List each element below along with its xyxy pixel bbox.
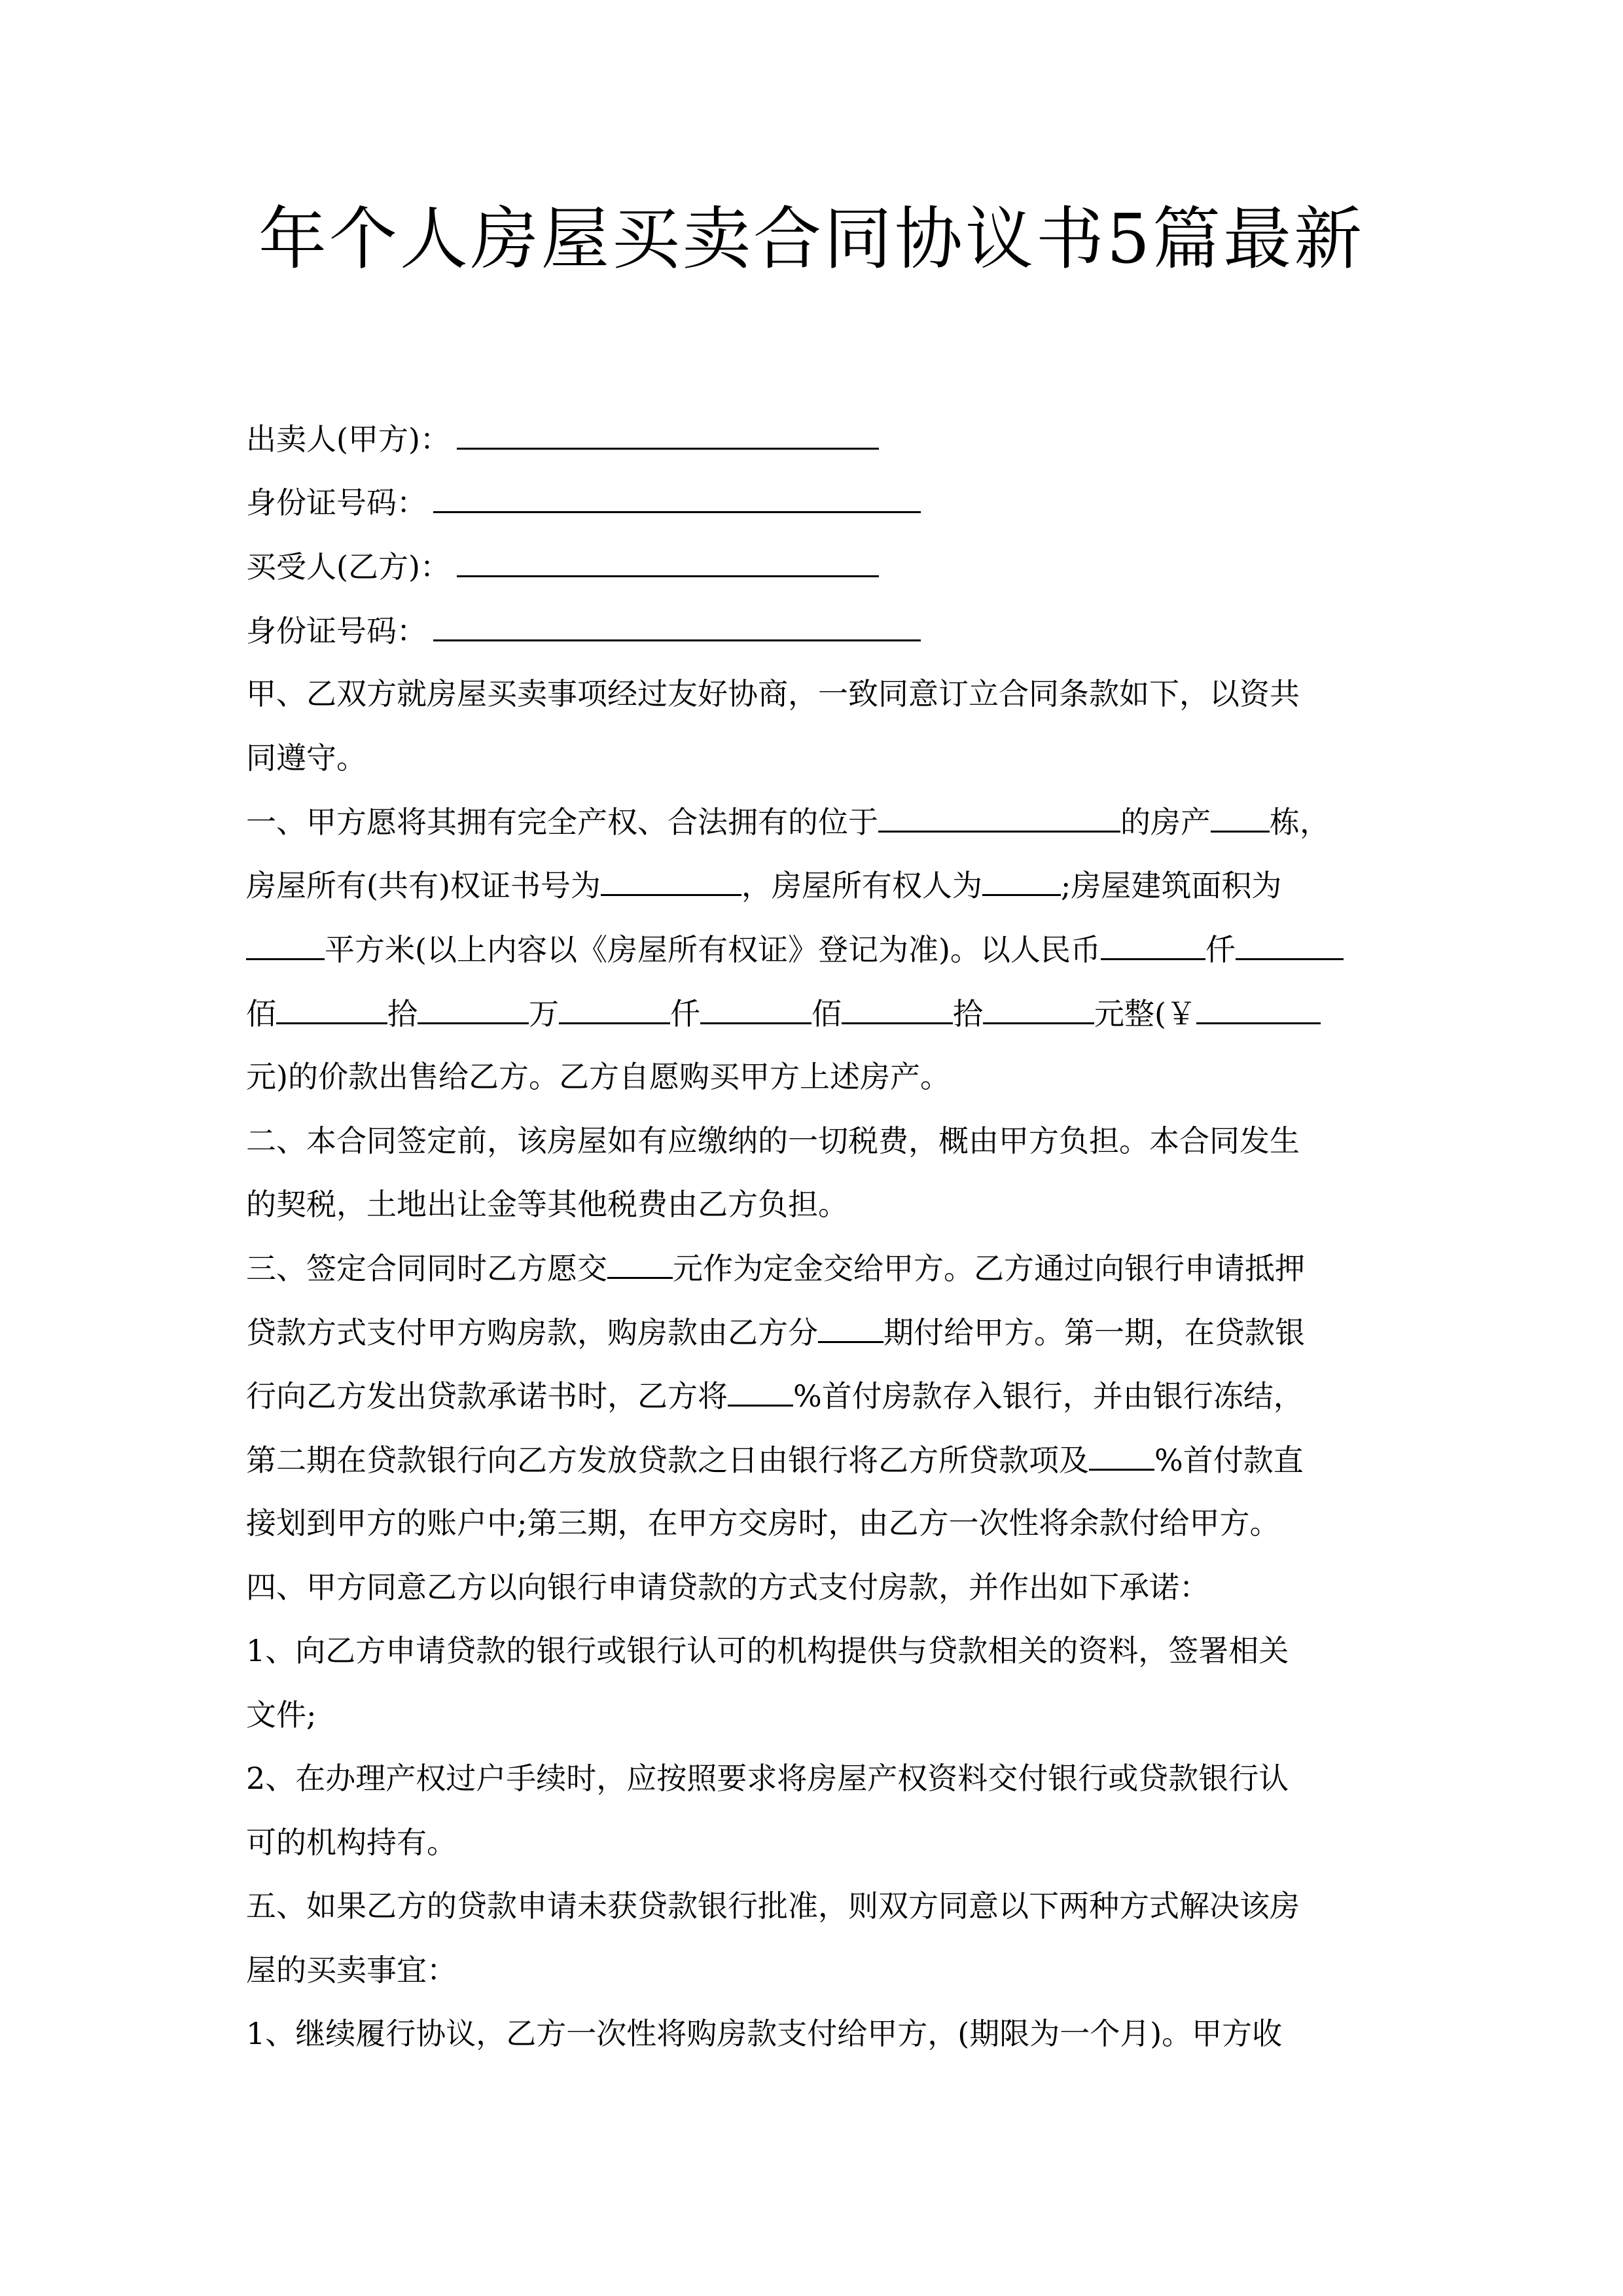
seller-id-label: 身份证号码：: [246, 485, 427, 520]
body-line: [246, 1057, 950, 1096]
body-text: 可的机构持有。: [246, 1825, 457, 1860]
body-line: [246, 738, 366, 778]
body-text: 1、继续履行协议，乙方一次性将购房款支付给甲方，(期限为一个月)。甲方收: [246, 2016, 1283, 2051]
amount-blank[interactable]: [1101, 929, 1205, 960]
body-text: 房屋所有(共有)权证书号为: [246, 868, 601, 903]
seller-id-field: [246, 482, 921, 522]
amount-line: [246, 994, 1321, 1033]
body-text: 元作为定金交给甲方。乙方通过向银行申请抵押: [673, 1251, 1305, 1286]
body-text: 万: [529, 996, 559, 1031]
clause-3-line: [246, 1376, 1304, 1416]
body-text: 仟: [1205, 932, 1236, 967]
seller-label: 出卖人(甲方)：: [246, 422, 450, 457]
body-text: 元)的价款出售给乙方。乙方自愿购买甲方上述房产。: [246, 1059, 950, 1094]
body-text: 拾: [953, 996, 983, 1031]
body-text: 期付给甲方。第一期，在贷款银: [883, 1315, 1305, 1350]
building-blank[interactable]: [1211, 802, 1270, 833]
area-blank[interactable]: [246, 929, 325, 960]
body-text: 三、签定合同同时乙方愿交: [246, 1251, 607, 1286]
buyer-field: [246, 547, 879, 586]
body-line: [246, 1823, 457, 1862]
buyer-id-field: [246, 611, 921, 651]
body-text: 元整(￥: [1094, 996, 1196, 1031]
amount-blank[interactable]: [276, 994, 387, 1024]
body-line: [246, 1886, 1300, 1926]
buyer-label: 买受人(乙方)：: [246, 549, 450, 584]
document-title: 年个人房屋买卖合同协议书5篇最新: [258, 199, 1365, 279]
body-text: ;房屋建筑面积为: [1060, 868, 1282, 903]
body-text: 甲、乙双方就房屋买卖事项经过友好协商，一致同意订立合同条款如下，以资共: [246, 676, 1300, 711]
body-text: 1、向乙方申请贷款的银行或银行认可的机构提供与贷款相关的资料，签署相关: [246, 1633, 1289, 1668]
body-text: 佰: [246, 996, 276, 1031]
body-line: [246, 1185, 848, 1224]
deposit-blank[interactable]: [607, 1248, 673, 1279]
location-blank[interactable]: [878, 802, 1120, 833]
body-text: ，房屋所有权人为: [741, 868, 982, 903]
body-line: [246, 1503, 1280, 1543]
amount-blank[interactable]: [983, 994, 1094, 1024]
body-text: 接划到甲方的账户中;第三期，在甲方交房时，由乙方一次性将余款付给甲方。: [246, 1505, 1280, 1541]
body-line: [246, 674, 1300, 713]
buyer-id-label: 身份证号码：: [246, 613, 427, 649]
clause-3-line: [246, 1312, 1305, 1352]
installments-blank[interactable]: [818, 1312, 883, 1343]
amount-blank[interactable]: [418, 994, 529, 1024]
certificate-number-blank[interactable]: [601, 865, 741, 896]
amount-blank[interactable]: [700, 994, 812, 1024]
clause-1-line: [246, 929, 1344, 969]
body-line: [246, 1695, 317, 1734]
body-text: 的房产: [1120, 804, 1211, 840]
body-text: 行向乙方发出贷款承诺书时，乙方将: [246, 1378, 728, 1414]
body-text: 平方米(以上内容以《房屋所有权证》登记为准)。以人民币: [325, 932, 1101, 967]
body-text: 二、本合同签定前，该房屋如有应缴纳的一切税费，概由甲方负担。本合同发生: [246, 1123, 1300, 1158]
body-text: 仟: [670, 996, 700, 1031]
owner-blank[interactable]: [982, 865, 1061, 896]
body-text: 同遵守。: [246, 740, 366, 776]
body-text: 五、如果乙方的贷款申请未获贷款银行批准，则双方同意以下两种方式解决该房: [246, 1888, 1300, 1924]
body-text: 佰: [812, 996, 842, 1031]
body-text: 2、在办理产权过户手续时，应按照要求将房屋产权资料交付银行或贷款银行认: [246, 1761, 1289, 1796]
body-text: 第二期在贷款银行向乙方发放贷款之日由银行将乙方所贷款项及: [246, 1443, 1089, 1478]
body-text: 屋的买卖事宜：: [246, 1952, 457, 1988]
body-line: [246, 2014, 1282, 2053]
body-text: 贷款方式支付甲方购房款，购房款由乙方分: [246, 1315, 818, 1350]
body-line: [246, 1568, 1209, 1607]
body-text: %首付房款存入银行，并由银行冻结，: [793, 1378, 1304, 1414]
clause-3-line: [246, 1440, 1304, 1480]
buyer-blank[interactable]: [457, 547, 879, 577]
clause-1-line: [246, 865, 1281, 905]
seller-id-blank[interactable]: [433, 482, 921, 513]
down-payment-percent-blank[interactable]: [728, 1376, 793, 1407]
body-line: [246, 1121, 1300, 1160]
down-payment-percent-blank[interactable]: [1089, 1440, 1154, 1471]
amount-blank[interactable]: [842, 994, 953, 1024]
seller-blank[interactable]: [457, 419, 879, 450]
amount-blank[interactable]: [1236, 929, 1344, 960]
body-text: 的契税，土地出让金等其他税费由乙方负担。: [246, 1187, 848, 1222]
body-line: [246, 1950, 457, 1990]
body-line: [246, 1759, 1289, 1798]
amount-blank[interactable]: [559, 994, 670, 1024]
body-line: [246, 1631, 1289, 1670]
body-text: %首付款直: [1154, 1443, 1304, 1478]
body-text: 栋，: [1270, 804, 1330, 840]
clause-1-line: [246, 802, 1330, 842]
body-text: 拾: [387, 996, 418, 1031]
seller-field: [246, 419, 879, 459]
buyer-id-blank[interactable]: [433, 611, 921, 641]
body-text: 文件;: [246, 1697, 317, 1732]
clause-3-line: [246, 1248, 1305, 1288]
body-text: 四、甲方同意乙方以向银行申请贷款的方式支付房款，并作出如下承诺：: [246, 1570, 1209, 1605]
amount-numeric-blank[interactable]: [1196, 994, 1321, 1024]
body-text: 一、甲方愿将其拥有完全产权、合法拥有的位于: [246, 804, 878, 840]
